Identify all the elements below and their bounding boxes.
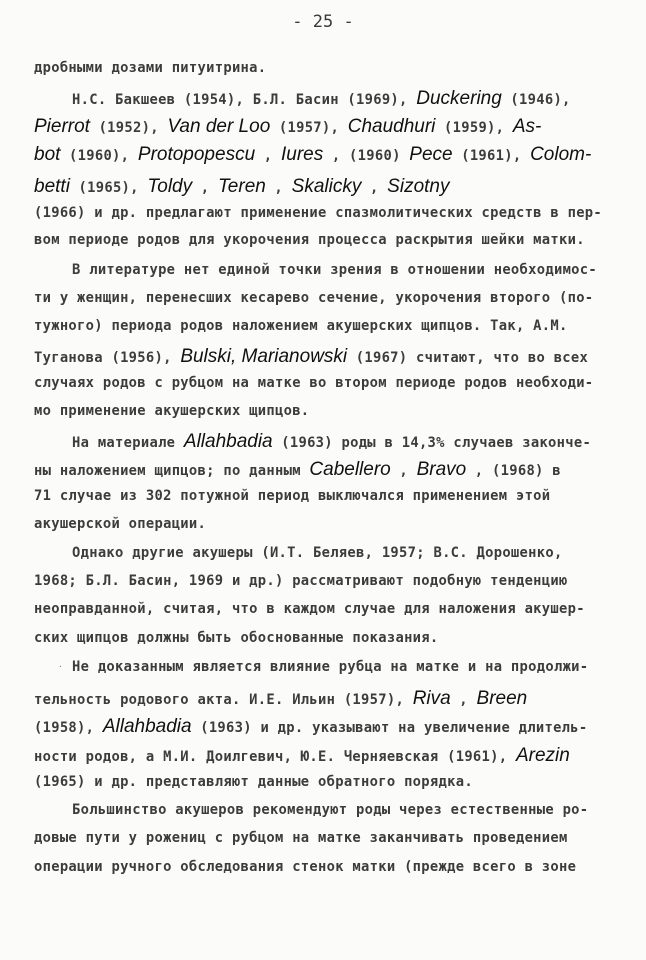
typed-text: (1967) считают, что во всех: [347, 350, 589, 366]
typed-text: довые пути у рожениц с рубцом на матке заканчивать проведением: [34, 830, 568, 846]
text-line: [34, 488, 550, 504]
typed-text: ,: [192, 180, 218, 196]
text-line: [34, 573, 568, 589]
page-number: - 25 -: [292, 12, 354, 32]
text-line: [72, 802, 588, 818]
typed-text: Однако другие акушеры (И.Т. Беляев, 1957; В.С. Дорошенко,: [72, 545, 563, 561]
typed-text: Большинство акушеров рекомендуют роды через естественные ро-: [72, 802, 589, 818]
handwritten-name: Pece: [409, 144, 453, 165]
typed-text: случаях родов с рубцом на матке во втором периоде родов необходи-: [34, 375, 594, 391]
text-line: [34, 830, 568, 846]
typed-text: (1952),: [89, 120, 168, 136]
typed-text: (1960),: [60, 148, 138, 164]
handwritten-name: Bulski, Marianowski: [180, 346, 348, 367]
typed-text: На материале: [72, 435, 184, 451]
typed-text: Н.С. Бакшеев (1954), Б.Л. Басин (1969),: [72, 92, 417, 108]
typed-text: 71 случае из 302 потужной период выключался применением этой: [34, 488, 551, 504]
text-line: [34, 318, 568, 334]
typed-text: ,: [265, 180, 292, 196]
handwritten-name: bot: [34, 144, 61, 165]
typed-text: ти у женщин, перенесших кесарево сечение, укорочения второго (по-: [34, 290, 594, 306]
handwritten-name: Breen: [476, 688, 528, 709]
text-line: [34, 601, 585, 617]
text-line: [34, 176, 449, 198]
typed-text: , (1968) в: [466, 463, 561, 479]
text-line: [34, 60, 266, 76]
typed-text: (1965),: [69, 180, 148, 196]
typed-text: Туганова (1956),: [34, 350, 181, 366]
text-line: [34, 205, 602, 221]
handwritten-name: Skalicky: [291, 176, 362, 197]
typed-text: (1958),: [34, 720, 103, 736]
text-line: [34, 688, 527, 710]
typed-text: (1965) и др. представляют данные обратного порядка.: [34, 774, 473, 790]
typed-text: (1961),: [452, 148, 531, 164]
handwritten-name: Sizotny: [387, 176, 450, 197]
handwritten-name: Bravo: [416, 459, 467, 480]
typed-text: дробными дозами питуитрина.: [34, 60, 267, 76]
handwritten-name: Teren: [217, 176, 266, 197]
typed-text: (1963) роды в 14,3% случаев закончe-: [272, 435, 592, 451]
typed-text: ,: [361, 180, 388, 196]
typed-text: (1966) и др. предлагают применение спазмолитических средств в пер-: [34, 205, 603, 221]
text-line: [34, 745, 570, 767]
handwritten-name: Chaudhuri: [347, 116, 436, 137]
text-line: [34, 630, 439, 646]
typed-text: операции ручного обследования стенок матки (прежде всего в зоне: [34, 859, 577, 875]
text-line: [34, 346, 588, 368]
text-line: [34, 774, 473, 790]
text-line: [34, 859, 576, 875]
handwritten-name: As-: [512, 116, 542, 137]
typed-text: неоправданной, считая, что в каждом случае для наложения акушер-: [34, 601, 585, 617]
handwritten-name: Colom-: [530, 144, 592, 165]
margin-mark: ·: [58, 662, 63, 671]
typed-text: В литературе нет единой точки зрения в отношении необходимос-: [72, 262, 597, 278]
handwritten-name: Van der Loo: [167, 116, 271, 137]
handwritten-name: Arezin: [515, 745, 570, 766]
text-line: [34, 232, 585, 248]
text-line: [72, 659, 588, 675]
handwritten-name: Riva: [412, 688, 451, 709]
handwritten-name: betti: [34, 176, 70, 197]
typed-text: (1963) и др. указывают на увеличение длитель-: [191, 720, 588, 736]
text-line: [72, 431, 591, 453]
typed-text: ны наложением щипцов; по данным: [34, 463, 310, 479]
typed-text: ских щипцов должны быть обоснованные показания.: [34, 630, 439, 646]
text-line: [34, 459, 561, 481]
typed-text: (1957),: [270, 120, 348, 136]
typed-text: тужного) периода родов наложением акушерских щипцов. Так, А.М.: [34, 318, 568, 334]
handwritten-name: Cabellero: [309, 459, 391, 480]
typed-text: ,: [450, 692, 477, 708]
text-line: [72, 545, 563, 561]
text-line: [72, 262, 597, 278]
text-line: [34, 716, 588, 738]
handwritten-name: Iures: [280, 144, 324, 165]
typed-text: вом периоде родов для укорочения процесса раскрытия шейки матки.: [34, 232, 585, 248]
handwritten-name: Allahbadia: [183, 431, 273, 452]
text-line: [34, 375, 593, 391]
typed-text: Не доказанным является влияние рубца на матке и на продолжи-: [72, 659, 589, 675]
text-line: [34, 403, 309, 419]
typed-text: , (1960): [323, 148, 410, 164]
typed-text: ности родов, а М.И. Доилгевич, Ю.Е. Черняевская (1961),: [34, 749, 516, 765]
handwritten-name: Toldy: [147, 176, 193, 197]
text-line: [72, 88, 571, 110]
handwritten-name: Duckering: [416, 88, 502, 109]
typed-text: 1968; Б.Л. Басин, 1969 и др.) рассматривают подобную тенденцию: [34, 573, 568, 589]
text-line: [34, 144, 591, 166]
typed-text: ,: [390, 463, 417, 479]
handwritten-name: Allahbadia: [102, 716, 192, 737]
typed-text: (1959),: [435, 120, 513, 136]
typed-text: тельность родового акта. И.Е. Ильин (1957),: [34, 692, 413, 708]
typed-text: мо применение акушерских щипцов.: [34, 403, 310, 419]
handwritten-name: Pierrot: [34, 116, 90, 137]
typed-text: (1946),: [501, 92, 571, 108]
handwritten-name: Protopopescu: [137, 144, 256, 165]
typed-text: акушерской операции.: [34, 516, 207, 532]
typed-text: ,: [255, 148, 281, 164]
text-line: [34, 116, 541, 138]
text-line: [34, 290, 593, 306]
text-line: [34, 516, 206, 532]
